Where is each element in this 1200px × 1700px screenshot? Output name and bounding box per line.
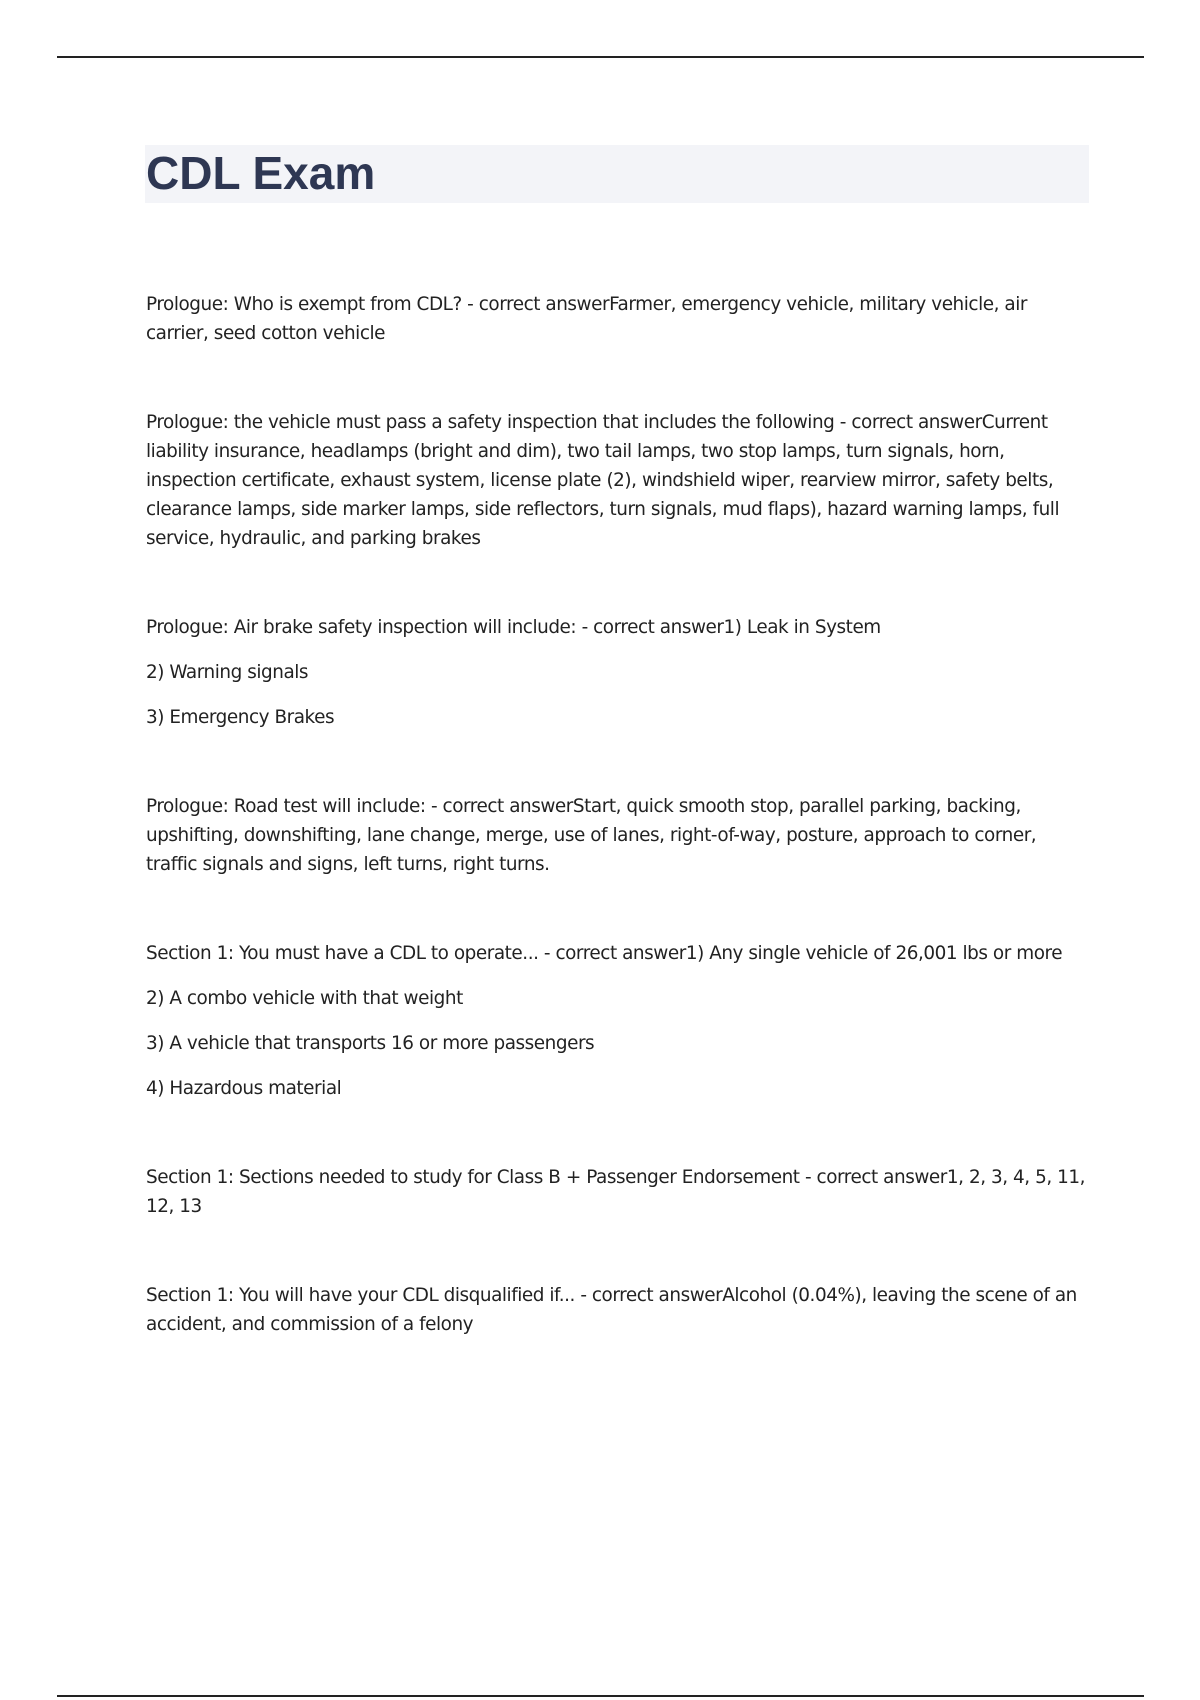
qa-answer-line: 4) Hazardous material [146, 1078, 342, 1099]
qa-item [146, 939, 1086, 1103]
qa-text: Prologue: Who is exempt from CDL? - correct answerFarmer, emergency vehicle, military vehicle, air carrier, seed cotton vehicle [146, 294, 1027, 344]
qa-answer-line: 3) Emergency Brakes [146, 707, 335, 728]
footer-rule [57, 1695, 1144, 1697]
qa-text: Section 1: You will have your CDL disqualified if... - correct answerAlcohol (0.04%), leaving the scene of an accident, and commission of a felony [146, 1285, 1077, 1335]
qa-item [146, 408, 1086, 553]
question-list [146, 290, 1086, 1399]
qa-item [146, 792, 1086, 879]
qa-item [146, 613, 1086, 732]
qa-answer-line: 2) Warning signals [146, 662, 309, 683]
header-rule [57, 56, 1144, 58]
qa-text: Prologue: Air brake safety inspection will include: - correct answer1) Leak in System [146, 617, 881, 638]
qa-text: Prologue: Road test will include: - correct answerStart, quick smooth stop, parallel parking, backing, upshifting, downshifting, lane change, merge, use of lanes, right-of-way, posture, approach to corner, traffic signals and signs, left turns, right turns. [146, 796, 1037, 875]
qa-text: Section 1: Sections needed to study for Class B + Passenger Endorsement - correct answer1, 2, 3, 4, 5, 11, 12, 13 [146, 1167, 1086, 1217]
qa-answer-line: 2) A combo vehicle with that weight [146, 988, 463, 1009]
qa-text: Prologue: the vehicle must pass a safety inspection that includes the following - correct answerCurrent liability insurance, headlamps (bright and dim), two tail lamps, two stop lamps, turn signals, horn, inspection certificate, exhaust system, license plate (2), windshield wiper, rearview mirror, safety belts, clearance lamps, side marker lamps, side reflectors, turn signals, mud flaps), hazard warning lamps, full service, hydraulic, and parking brakes [146, 412, 1060, 549]
document-title: CDL Exam [146, 147, 376, 199]
qa-text: Section 1: You must have a CDL to operate... - correct answer1) Any single vehicle of 26,001 lbs or more [146, 943, 1063, 964]
qa-item [146, 1281, 1086, 1339]
qa-item [146, 290, 1086, 348]
qa-answer-line: 3) A vehicle that transports 16 or more passengers [146, 1033, 595, 1054]
qa-item [146, 1163, 1086, 1221]
